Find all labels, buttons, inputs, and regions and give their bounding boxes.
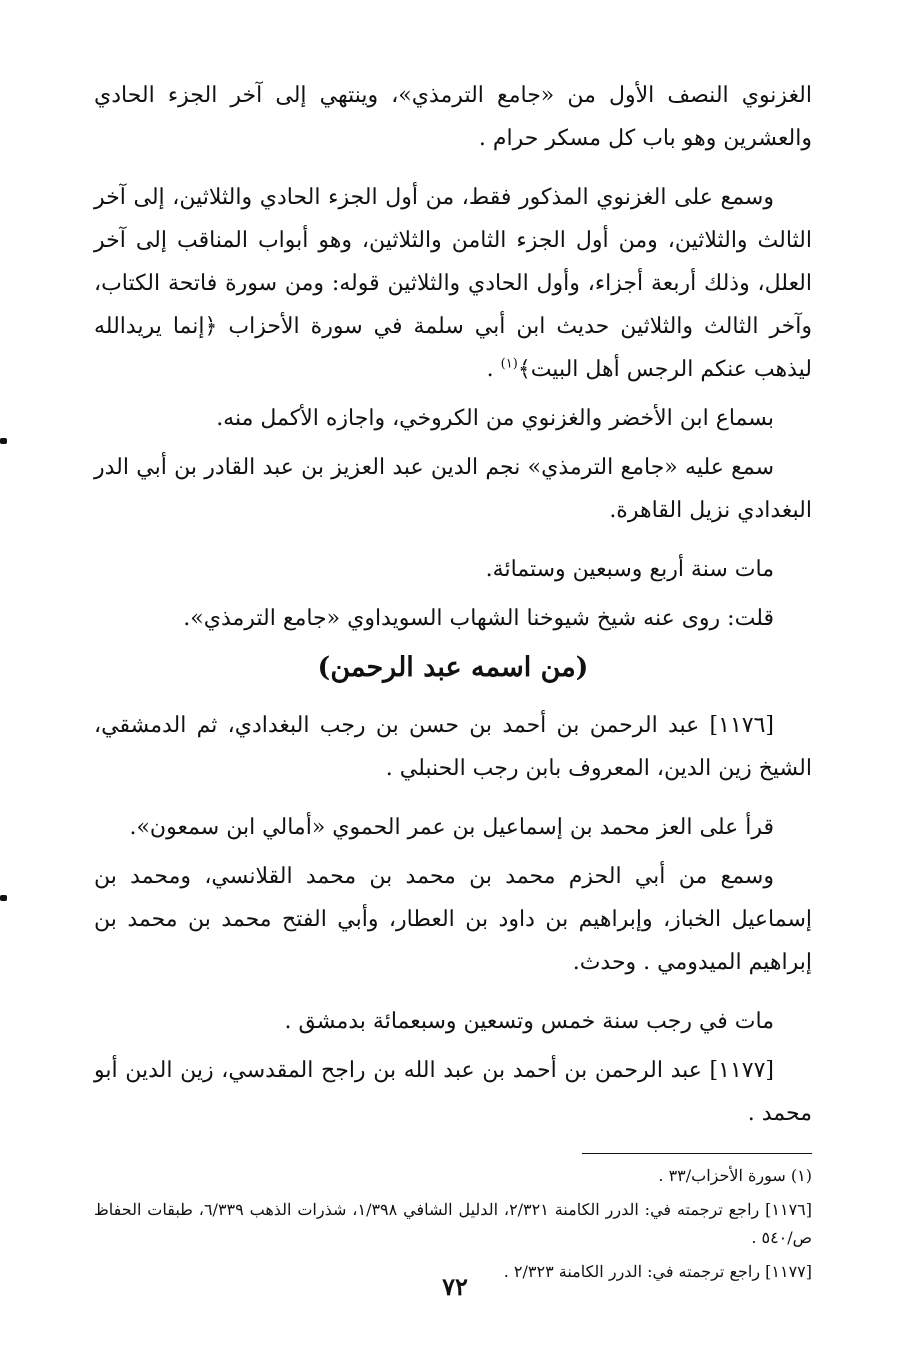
section-heading: (من اسمه عبد الرحمن) bbox=[317, 652, 589, 683]
footnote: (١) سورة الأحزاب/٣٣ . bbox=[658, 1166, 812, 1185]
footnote: [١١٧٦] راجع ترجمته في: الدرر الكامنة ٢/٣٢١، الدليل الشافي ١/٣٩٨، شذرات الذهب ٦/٣٣٩، طبقات الحفاظ ص/٥٤٠ . bbox=[94, 1200, 812, 1247]
paragraph: بسماع ابن الأخضر والغزنوي من الكروخي، واجازه الأكمل منه. bbox=[216, 406, 774, 431]
entry-1176: [١١٧٦] عبد الرحمن بن أحمد بن حسن بن رجب البغدادي، ثم الدمشقي، الشيخ زين الدين، المعروف بابن رجب الحنبلي . bbox=[94, 713, 812, 781]
footnote: [١١٧٧] راجع ترجمته في: الدرر الكامنة ٢/٣٢٣ . bbox=[503, 1262, 812, 1281]
footnote-divider bbox=[582, 1153, 812, 1154]
paragraph: قرأ على العز محمد بن إسماعيل بن عمر الحموي «أمالي ابن سمعون». bbox=[129, 815, 774, 840]
paragraph bbox=[94, 176, 812, 391]
scan-edge-mark bbox=[0, 895, 7, 901]
page-number: ٧٢ bbox=[442, 1272, 468, 1301]
paragraph: مات في رجب سنة خمس وتسعين وسبعمائة بدمشق . bbox=[284, 1009, 774, 1034]
entry-1177: [١١٧٧] عبد الرحمن بن أحمد بن عبد الله بن راجح المقدسي، زين الدين أبو محمد . bbox=[94, 1058, 812, 1126]
paragraph: مات سنة أربع وسبعين وستمائة. bbox=[485, 557, 774, 582]
scan-edge-mark bbox=[0, 438, 7, 444]
paragraph-text: وسمع على الغزنوي المذكور فقط، من أول الجزء الحادي والثلاثين، إلى آخر الثالث والثلاثين، ومن أول الجزء الثامن والثلاثين، وهو أبواب المناقب إلى آخر العلل، وذلك أربعة أجزاء، وأول الحادي والثلاثين قوله: ومن سورة فاتحة الكتاب، وآخر الثالث والثلاثين حديث ابن أبي سلمة في سورة الأحزاب ﴿إنما يريدالله ليذهب عنكم الرجس أهل البيت﴾ bbox=[94, 185, 812, 382]
paragraph: الغزنوي النصف الأول من «جامع الترمذي»، وينتهي إلى آخر الجزء الحادي والعشرين وهو باب كل مسكر حرام . bbox=[94, 83, 812, 151]
paragraph: سمع عليه «جامع الترمذي» نجم الدين عبد العزيز بن عبد القادر بن أبي الدر البغدادي نزيل القاهرة. bbox=[94, 455, 812, 523]
paragraph: قلت: روى عنه شيخ شيوخنا الشهاب السويداوي «جامع الترمذي». bbox=[183, 606, 774, 631]
footnote-reference[interactable]: (١) bbox=[500, 356, 518, 372]
paragraph: وسمع من أبي الحزم محمد بن محمد بن محمد القلانسي، ومحمد بن إسماعيل الخباز، وإبراهيم بن داود بن العطار، وأبي الفتح محمد بن محمد بن إبراهيم الميدومي . وحدث. bbox=[94, 864, 812, 975]
paragraph-tail: . bbox=[486, 357, 501, 382]
document-page bbox=[94, 74, 812, 1292]
